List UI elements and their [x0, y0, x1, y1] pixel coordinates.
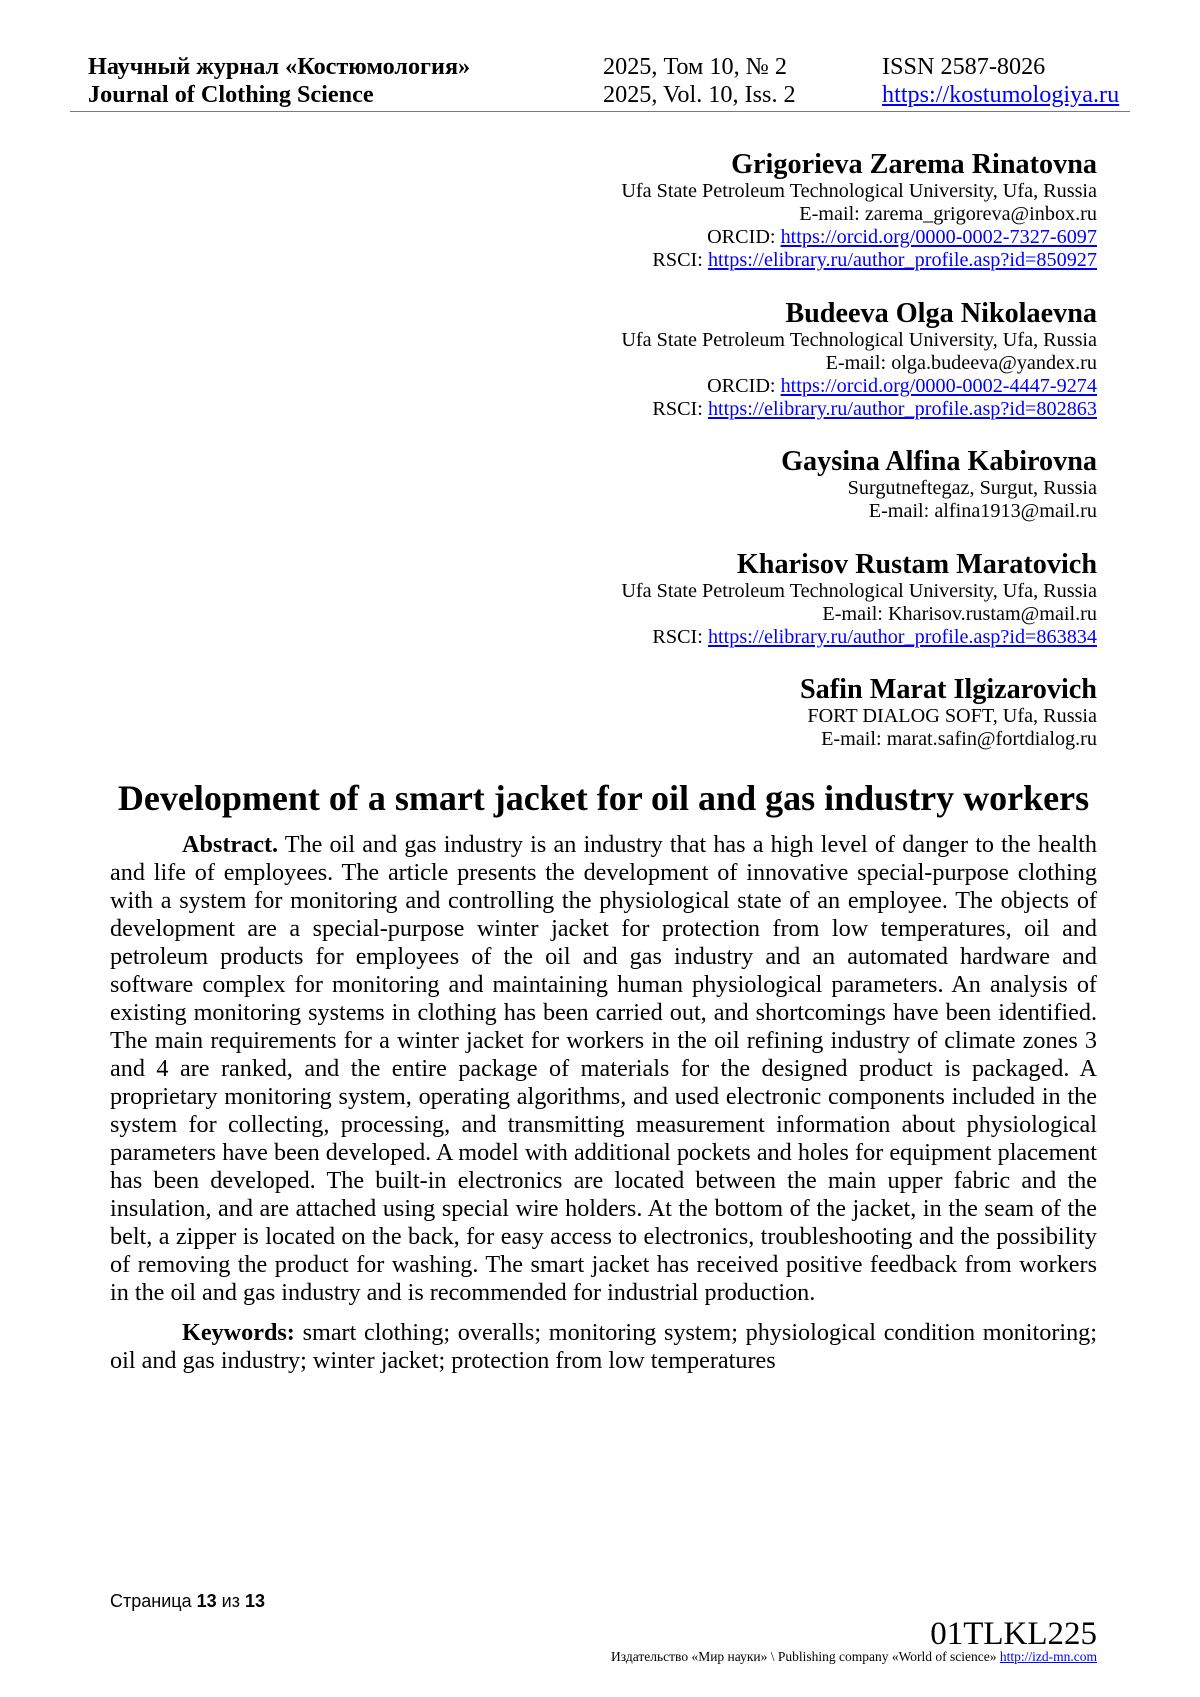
author-rsci-line: [621, 249, 1097, 272]
author-rsci-link[interactable]: https://elibrary.ru/author_profile.asp?id=850927: [707, 249, 1097, 271]
author-name: Kharisov Rustam Maratovich: [736, 548, 1097, 580]
author-rsci-link[interactable]: https://elibrary.ru/author_profile.asp?id=802863: [707, 397, 1097, 420]
author-list: [621, 150, 1097, 751]
author-orcid-line: [621, 226, 1097, 249]
author-name: Grigorieva Zarema Rinatovna: [731, 149, 1097, 180]
page-label: Страница: [110, 1591, 192, 1611]
rsci-label: RSCI:: [652, 397, 703, 420]
keywords-label: Keywords:: [182, 1319, 295, 1346]
abstract: [110, 831, 1097, 1307]
publisher-link[interactable]: http://izd-mn.com: [999, 1649, 1097, 1664]
author-orcid-line: [621, 375, 1097, 398]
author-orcid-link[interactable]: https://orcid.org/0000-0002-7327-6097: [780, 226, 1097, 248]
email-label: E-mail:: [799, 203, 860, 225]
author-affiliation: Ufa State Petroleum Technological University, Ufa, Russia: [621, 180, 1097, 202]
author-email-line: [621, 203, 1097, 226]
email-label: E-mail:: [868, 500, 930, 522]
author-email: alfina1913@mail.ru: [934, 500, 1097, 522]
abstract-text: The oil and gas industry is an industry that has a high level of danger to the health and life of employees. The article presents the development of innovative special-purpose clothing with a system for monitoring and controlling the physiological state of an employee. The objects of development are a special-purpose winter jacket for protection from low temperatures, oil and petroleum products for employees of the oil and gas industry and an automated hardware and software complex for monitoring and maintaining human physiological parameters. An analysis of existing monitoring systems in clothing has been carried out, and shortcomings have been identified. The main requirements for a winter jacket for workers in the oil refining industry of climate zones 3 and 4 are ranked, and the entire package of materials for the designed product is packaged. A proprietary monitoring system, operating algorithms, and used electronic components included in the system for collecting, processing, and transmitting measurement information about physiological parameters have been developed. A model with additional pockets and holes for equipment placement has been developed. The built-in electronics are located between the main upper fabric and the insulation, and are attached using special wire holders. At the bottom of the jacket, in the seam of the belt, a zipper is located on the back, for easy access to electronics, troubleshooting and the possibility of removing the product for washing. The smart jacket has received positive feedback from workers in the oil and gas industry and is recommended for industrial production.: [110, 831, 1097, 1306]
author-email: olga.budeeva@yandex.ru: [891, 351, 1097, 374]
rsci-label: RSCI:: [652, 625, 703, 648]
author-affiliation: FORT DIALOG SOFT, Ufa, Russia: [807, 705, 1097, 727]
keywords: [110, 1319, 1097, 1375]
journal-title-ru: Научный журнал «Костюмология»: [88, 53, 471, 80]
orcid-label: ORCID:: [707, 226, 776, 248]
journal-title-block: [88, 53, 470, 109]
journal-id-block: [882, 53, 1119, 109]
author-card: [621, 675, 1097, 751]
author-name: Safin Marat Ilgizarovich: [800, 674, 1097, 705]
issue-info-en: 2025, Vol. 10, Iss. 2: [603, 81, 796, 108]
article-code: 01TLKL225: [930, 1616, 1097, 1652]
author-email: Kharisov.rustam@mail.ru: [887, 602, 1097, 625]
author-email-line: [621, 500, 1097, 523]
author-rsci-line: [621, 398, 1097, 421]
article-title: Development of a smart jacket for oil and gas industry workers: [117, 778, 1090, 818]
author-email: marat.safin@fortdialog.ru: [886, 728, 1097, 750]
author-affiliation: Surgutneftegaz, Surgut, Russia: [847, 477, 1097, 499]
author-orcid-link[interactable]: https://orcid.org/0000-0002-4447-9274: [780, 374, 1097, 397]
abstract-label: Abstract.: [182, 831, 279, 858]
author-rsci-link[interactable]: https://elibrary.ru/author_profile.asp?id=863834: [707, 625, 1097, 648]
publisher-name: Издательство «Мир науки» \ Publishing company «World of science»: [611, 1649, 997, 1664]
page-current: 13: [196, 1591, 217, 1611]
author-card: [621, 550, 1097, 649]
author-name: Budeeva Olga Nikolaevna: [785, 297, 1097, 329]
author-name: Gaysina Alfina Kabirovna: [781, 446, 1097, 477]
issue-info-block: [603, 53, 796, 109]
page-counter: [110, 1590, 265, 1612]
keywords-text: smart clothing; overalls; monitoring system; physiological condition monitoring; oil and gas industry; winter jacket; protection from low temperatures: [110, 1319, 1097, 1374]
journal-title-en: Journal of Clothing Science: [88, 81, 374, 108]
author-card: [621, 447, 1097, 523]
author-email-line: [621, 352, 1097, 375]
author-email-line: [621, 728, 1097, 751]
email-label: E-mail:: [821, 728, 882, 750]
author-affiliation: Ufa State Petroleum Technological University, Ufa, Russia: [621, 579, 1097, 602]
issn: ISSN 2587-8026: [882, 53, 1046, 80]
email-label: E-mail:: [822, 602, 883, 625]
author-email: zarema_grigoreva@inbox.ru: [864, 203, 1097, 225]
author-rsci-line: [621, 626, 1097, 649]
journal-website-line: [882, 81, 1119, 109]
author-card: [621, 150, 1097, 272]
publisher-line: [611, 1649, 1097, 1665]
email-label: E-mail:: [825, 351, 887, 374]
author-affiliation: Ufa State Petroleum Technological University, Ufa, Russia: [621, 328, 1097, 351]
author-card: [621, 299, 1097, 421]
orcid-label: ORCID:: [707, 374, 776, 397]
author-email-line: [621, 603, 1097, 626]
header-divider: [70, 111, 1130, 112]
rsci-label: RSCI:: [652, 249, 703, 271]
journal-website-link[interactable]: https://kostumologiya.ru: [882, 81, 1120, 108]
issue-info-ru: 2025, Том 10, № 2: [603, 53, 787, 80]
page-of-label: из: [221, 1591, 240, 1611]
article-body: [110, 831, 1097, 1375]
page-total: 13: [244, 1591, 266, 1611]
